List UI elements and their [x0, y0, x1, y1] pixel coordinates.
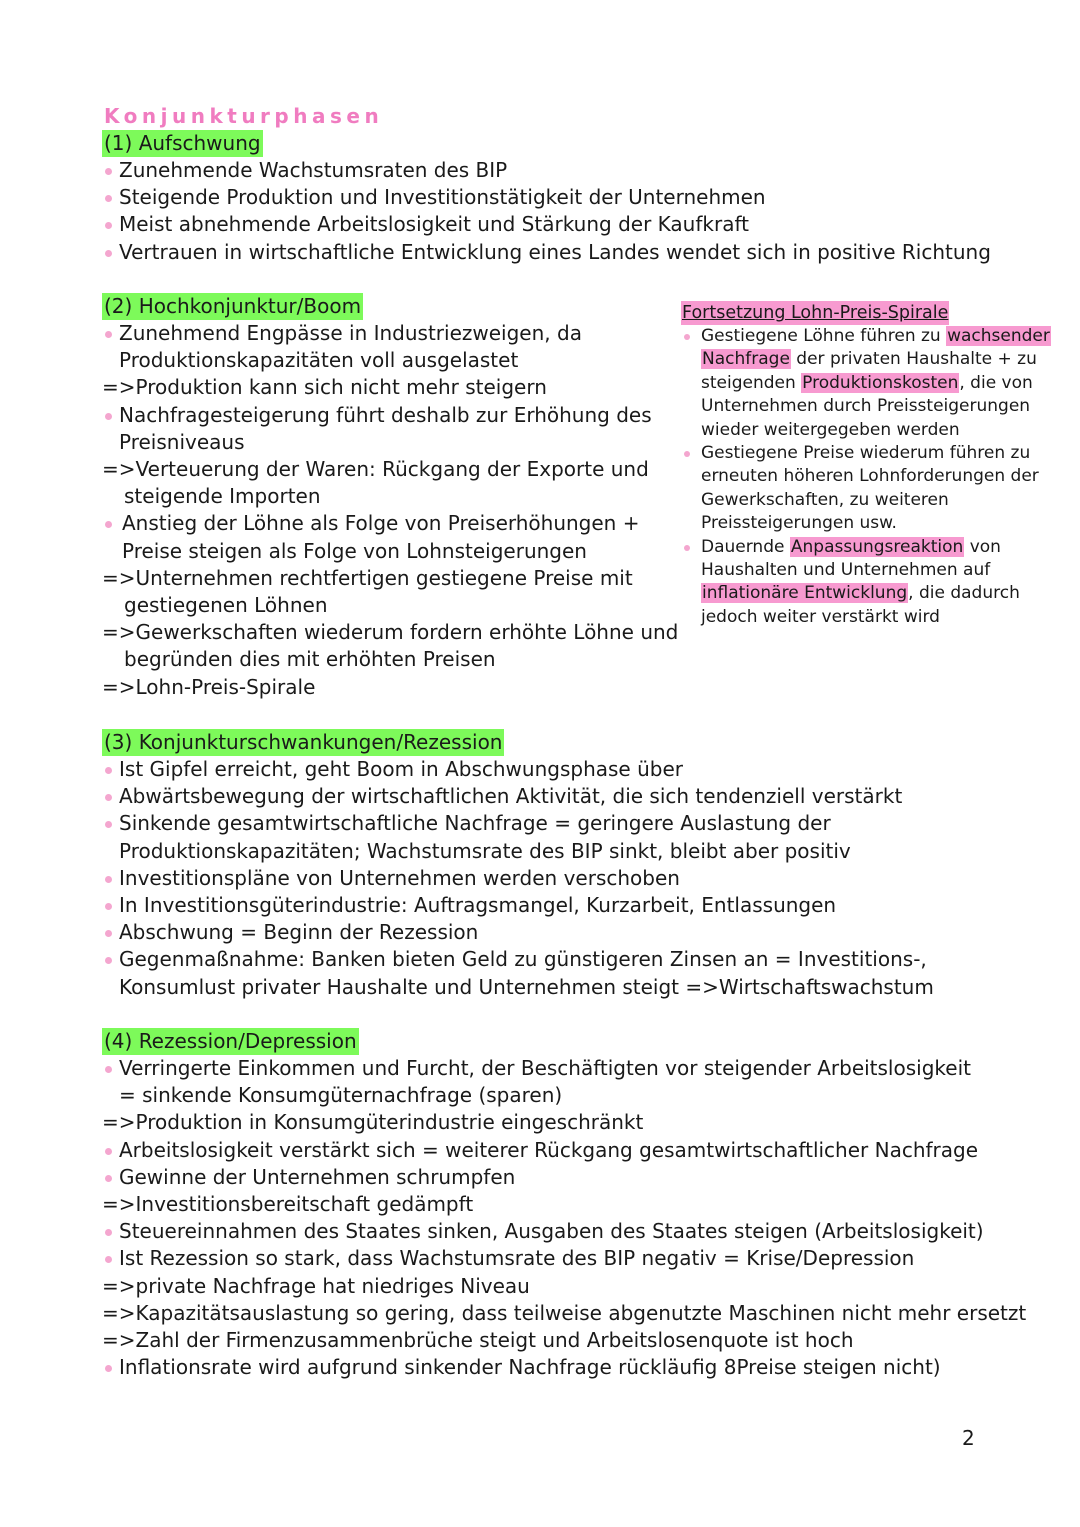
arrow-item: =>Produktion kann sich nicht mehr steigern	[102, 375, 547, 400]
highlight: Anpassungsreaktion	[790, 536, 964, 557]
arrow-item: =>Gewerkschaften wiederum fordern erhöhte Löhne und	[102, 620, 679, 645]
sidebar-text: , die dadurch	[908, 583, 1020, 604]
sidebar-heading: Fortsetzung Lohn-Preis-Spirale	[682, 303, 949, 323]
sidebar-list-item-continuation	[681, 372, 1061, 395]
sidebar-list-item-continuation	[681, 348, 1061, 371]
list-item: Nachfragesteigerung führt deshalb zur Erhöhung des	[102, 402, 678, 429]
list-item-continuation: Produktionskapazitäten; Wachstumsrate des BIP sinkt, bleibt aber positiv	[119, 838, 851, 863]
sidebar-list-item-continuation: Unternehmen durch Preissteigerungen	[701, 396, 1031, 417]
arrow-item-continuation: steigende Importen	[124, 484, 321, 509]
sidebar-text: von	[964, 536, 1001, 557]
highlight: wachsender	[947, 326, 1050, 346]
arrow-item: =>Unternehmen rechtfertigen gestiegene Preise mit	[102, 565, 633, 590]
section-konjunkturschwankungen	[102, 729, 934, 1001]
arrow-item-continuation: begründen dies mit erhöhten Preisen	[124, 647, 496, 672]
list-item: Gegenmaßnahme: Banken bieten Geld zu günstigeren Zinsen an = Investitions-,	[102, 946, 934, 973]
sidebar-list-item-continuation	[681, 582, 1061, 605]
list-item: Zunehmende Wachstumsraten des BIP	[102, 157, 991, 184]
arrow-item: =>Verteuerung der Waren: Rückgang der Exporte und	[102, 457, 649, 482]
arrow-item: =>Produktion in Konsumgüterindustrie eingeschränkt	[102, 1110, 644, 1135]
section-heading: (1) Aufschwung	[104, 131, 261, 155]
sidebar-text: Dauernde	[701, 536, 790, 557]
sidebar-list-item-continuation: wieder weitergegeben werden	[701, 419, 960, 440]
list-item: Investitionspläne von Unternehmen werden verschoben	[102, 865, 934, 892]
list-item: Inflationsrate wird aufgrund sinkender Nachfrage rückläufig 8Preise steigen nicht)	[102, 1354, 1026, 1381]
sidebar-list-item-continuation: erneuten höheren Lohnforderungen der	[701, 466, 1039, 487]
sidebar-list-item-continuation: Haushalten und Unternehmen auf	[701, 560, 991, 581]
list-item: Arbeitslosigkeit verstärkt sich = weiterer Rückgang gesamtwirtschaftlicher Nachfrage	[102, 1137, 1026, 1164]
sidebar-lohn-preis-spirale	[681, 301, 1061, 629]
arrow-item-continuation: gestiegenen Löhnen	[124, 593, 328, 618]
section-aufschwung	[102, 130, 991, 266]
list-item: Zunehmend Engpässe in Industriezweigen, da	[102, 320, 678, 347]
sidebar-list-item-continuation: Preissteigerungen usw.	[701, 513, 897, 534]
list-item-continuation: Produktionskapazitäten voll ausgelastet	[119, 348, 519, 373]
sidebar-text: steigenden	[701, 372, 802, 393]
list-item: Abwärtsbewegung der wirtschaftlichen Aktivität, die sich tendenziell verstärkt	[102, 783, 934, 810]
sidebar-text: , die von	[959, 372, 1033, 393]
highlight: Nachfrage	[702, 349, 790, 370]
list-item: Anstieg der Löhne als Folge von Preiserhöhungen +	[102, 510, 678, 537]
list-item: Steigende Produktion und Investitionstätigkeit der Unternehmen	[102, 184, 991, 211]
list-item: Abschwung = Beginn der Rezession	[102, 919, 934, 946]
arrow-item: =>Lohn-Preis-Spirale	[102, 674, 316, 699]
arrow-item: =>private Nachfrage hat niedriges Niveau	[102, 1273, 530, 1298]
page-title: Konjunkturphasen	[104, 104, 384, 128]
section-heading: (2) Hochkonjunktur/Boom	[104, 294, 362, 318]
list-item: Meist abnehmende Arbeitslosigkeit und Stärkung der Kaufkraft	[102, 211, 991, 238]
section-heading: (4) Rezession/Depression	[104, 1029, 357, 1053]
sidebar-list-item-continuation: Gewerkschaften, zu weiteren	[701, 489, 949, 510]
arrow-item: =>Kapazitätsauslastung so gering, dass teilweise abgenutzte Maschinen nicht mehr ersetzt	[102, 1300, 1027, 1325]
page-number: 2	[962, 1426, 975, 1450]
sidebar-list-item	[681, 325, 1061, 348]
list-item: Vertrauen in wirtschaftliche Entwicklung eines Landes wendet sich in positive Richtung	[102, 239, 991, 266]
section-rezession-depression	[102, 1028, 1026, 1381]
sidebar-list-item	[681, 536, 1061, 559]
sidebar-text: Gestiegene Löhne führen zu	[701, 326, 947, 346]
list-item: Gewinne der Unternehmen schrumpfen	[102, 1164, 1026, 1191]
section-heading: (3) Konjunkturschwankungen/Rezession	[104, 730, 503, 754]
sidebar-text: der privaten Haushalte + zu	[790, 349, 1037, 370]
highlight: Produktionskosten	[802, 372, 959, 393]
list-item-continuation: Preise steigen als Folge von Lohnsteigerungen	[122, 538, 587, 563]
section-hochkonjunktur	[102, 293, 678, 701]
sidebar-list-item-continuation: jedoch weiter verstärkt wird	[701, 606, 940, 627]
list-item: Verringerte Einkommen und Furcht, der Beschäftigten vor steigender Arbeitslosigkeit	[102, 1055, 1026, 1082]
list-item: Ist Rezession so stark, dass Wachstumsrate des BIP negativ = Krise/Depression	[102, 1245, 1026, 1272]
list-item: In Investitionsgüterindustrie: Auftragsmangel, Kurzarbeit, Entlassungen	[102, 892, 934, 919]
list-item-continuation: Konsumlust privater Haushalte und Unternehmen steigt =>Wirtschaftswachstum	[119, 974, 934, 999]
arrow-item: =>Investitionsbereitschaft gedämpft	[102, 1192, 474, 1217]
highlight: inflationäre Entwicklung	[702, 583, 908, 604]
sidebar-list-item: Gestiegene Preise wiederum führen zu	[681, 442, 1061, 465]
list-item-continuation: Preisniveaus	[119, 429, 245, 454]
list-item: Sinkende gesamtwirtschaftliche Nachfrage = geringere Auslastung der	[102, 810, 934, 837]
arrow-item: =>Zahl der Firmenzusammenbrüche steigt und Arbeitslosenquote ist hoch	[102, 1328, 854, 1353]
list-item: Steuereinnahmen des Staates sinken, Ausgaben des Staates steigen (Arbeitslosigkeit)	[102, 1218, 1026, 1245]
list-item-continuation: = sinkende Konsumgüternachfrage (sparen)	[119, 1083, 563, 1108]
list-item: Ist Gipfel erreicht, geht Boom in Abschwungsphase über	[102, 756, 934, 783]
